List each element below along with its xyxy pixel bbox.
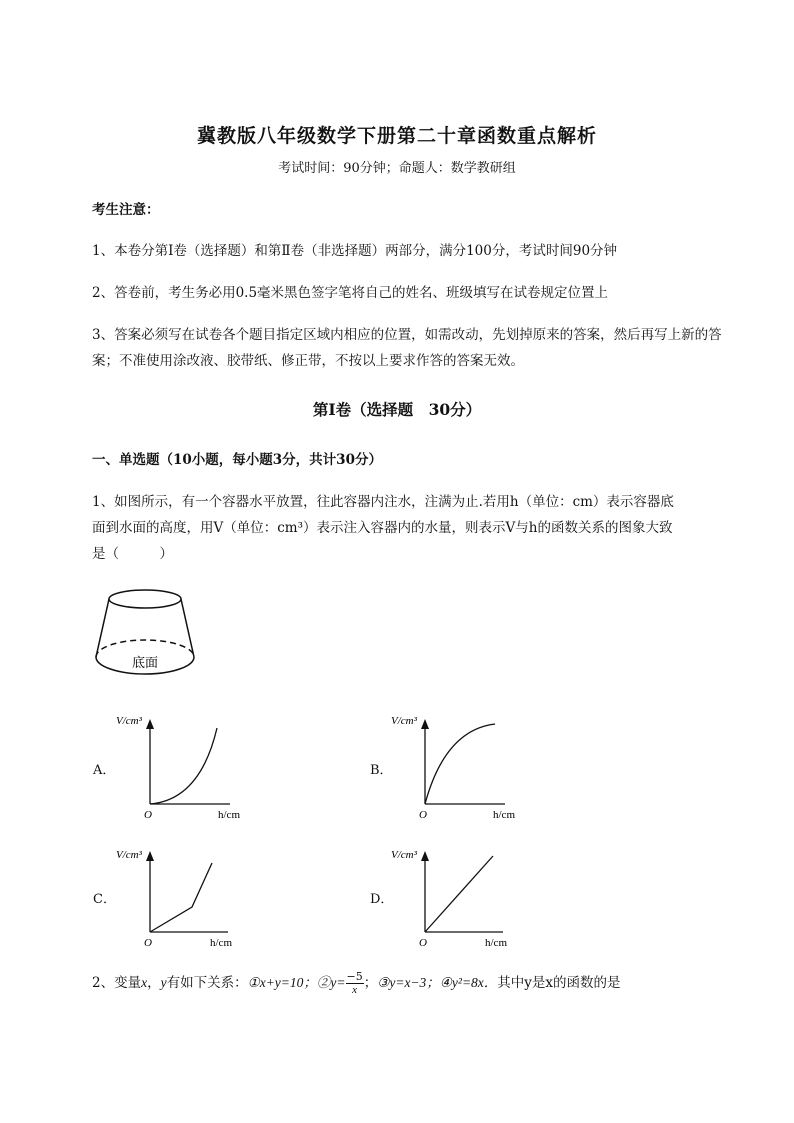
curve-a [150, 728, 217, 804]
y-axis-arrow [421, 851, 429, 861]
option-c-graph[interactable] [110, 843, 255, 953]
curve-d [425, 856, 493, 932]
option-a-label[interactable]: A． [93, 763, 116, 778]
q2-tail: 其中y是x的函数的是 [497, 975, 621, 991]
option-a-graph[interactable] [110, 708, 255, 823]
y-axis-arrow [146, 719, 154, 729]
q2-var-y: y [160, 975, 167, 990]
q2-fraction-num: −5 [346, 970, 363, 983]
q2-relation-2b: ； [363, 975, 378, 991]
container-base-label: 底面 [131, 656, 159, 671]
x-axis-label: h/cm [210, 937, 232, 949]
section-title: 第I卷（选择题 30分） [312, 400, 482, 419]
container-base-back [96, 640, 194, 657]
container-figure [90, 585, 200, 685]
origin-label: O [419, 809, 427, 821]
x-axis-label: h/cm [485, 937, 507, 949]
container-top-rim [109, 590, 181, 608]
notice-heading: 考生注意： [92, 202, 160, 218]
q1-line-3: 是（ ） [92, 546, 173, 562]
option-d-label[interactable]: D． [370, 892, 394, 907]
q2-relation-4: ④y²=8x． [439, 975, 498, 990]
q2-relation-3: ③y=x−3； [377, 975, 440, 990]
q2-line [92, 970, 752, 996]
y-axis-label: V/cm³ [116, 849, 142, 861]
notice-item-1: 1、本卷分第I卷（选择题）和第Ⅱ卷（非选择题）两部分，满分100分，考试时间90分钟 [92, 243, 618, 259]
option-b-graph[interactable] [385, 708, 530, 823]
q1-line-2: 面到水面的高度，用V（单位：cm³）表示注入容器内的水量，则表示V与h的函数关系的图象大致 [92, 520, 673, 536]
curve-b [425, 724, 495, 804]
q2-prefix: 2、变量 [92, 975, 142, 991]
container-right-side [181, 599, 194, 657]
notice-item-2: 2、答卷前，考生务必用0.5毫米黑色签字笔将自己的姓名、班级填写在试卷规定位置上 [92, 285, 609, 301]
option-b-label[interactable]: B． [370, 763, 393, 778]
page-title: 冀教版八年级数学下册第二十章函数重点解析 [196, 125, 597, 147]
option-c-label[interactable]: C． [93, 892, 116, 907]
x-axis-label: h/cm [218, 809, 240, 821]
y-axis-label: V/cm³ [391, 715, 417, 727]
origin-label: O [144, 937, 152, 949]
q1-line-1: 1、如图所示，有一个容器水平放置，往此容器内注水，注满为止.若用h（单位：cm）表示容器底 [92, 494, 674, 510]
y-axis-label: V/cm³ [391, 849, 417, 861]
q2-relation-1: ①x+y=10； [247, 975, 317, 990]
origin-label: O [419, 937, 427, 949]
q2-var-x: x [141, 975, 148, 990]
q2-fraction-den: x [352, 984, 358, 996]
exam-info: 考试时间：90分钟；命题人：数学教研组 [278, 161, 516, 176]
part-heading: 一、单选题（10小题，每小题3分，共计30分） [92, 452, 382, 468]
y-axis-arrow [421, 719, 429, 729]
q2-relation-2a: ②y= [316, 975, 346, 990]
y-axis-label: V/cm³ [116, 715, 142, 727]
curve-c [150, 863, 212, 932]
option-d-graph[interactable] [385, 843, 530, 953]
notice-item-3: 3、答案必须写在试卷各个题目指定区域内相应的位置，如需改动，先划掉原来的答案，然后再写上新的答案；不准使用涂改液、胶带纸、修正带，不按以上要求作答的答案无效。 [92, 327, 722, 369]
y-axis-arrow [146, 851, 154, 861]
origin-label: O [144, 809, 152, 821]
q2-mid: 有如下关系： [166, 975, 248, 991]
q2-sep: ， [147, 975, 161, 991]
q2-fraction [346, 971, 364, 996]
x-axis-label: h/cm [493, 809, 515, 821]
